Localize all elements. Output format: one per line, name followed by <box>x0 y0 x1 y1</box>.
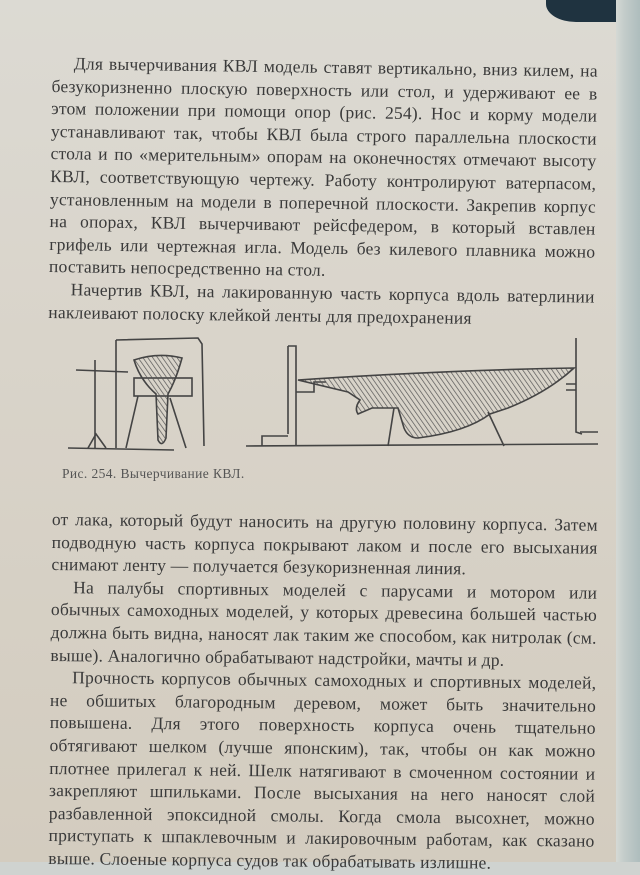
figure-drawing <box>68 328 608 462</box>
front-view-icon <box>68 338 204 450</box>
text-block-bottom <box>48 508 598 875</box>
paragraph: Для вычерчивания КВЛ модель ставят вертикально, вниз килем, на безукоризненно плоскую поверхность или стол, и удерживают ее в этом положении при помощи опор (рис. 254). Нос и корму модели устанавливают так, чтобы КВЛ была строго параллельна плоскости стола и по «мерительным» опорам на оконечностях отмечают высоту КВЛ, соответствующую чертежу. Работу контролируют ватерпасом, установленным на модели в поперечной плоскости. Закрепив корпус на опорах, КВЛ вычерчивают рейсфедером, в который вставлен грифель или чертежная игла. Модель без килевого плавника можно поставить непосредственно на стол. <box>48 53 598 281</box>
paragraph: На палубы спортивных моделей с парусами и мотором или обычных самоходных моделей, у которых древесина большей частью должна быть видна, наносят лак таким же способом, как нитролак (см. выше). Аналогично обрабатывают надстройки, мачты и др. <box>50 577 598 670</box>
paragraph: Прочность корпусов обычных самоходных и спортивных моделей, не обшитых благородным деревом, может быть значительно повышена. Для этого поверхность корпуса очень тщательно обтягивают шелком (лучше японским), так, чтобы он как можно плотнее прилегал к ней. Шелк натягивают в смоченном состоянии и закрепляют шпильками. После высыхания на него наносят слой разбавленной эпоксидной смолы. Когда смола высохнет, можно приступать к шпаклевочным и лакировочным работам, как сказано выше. Слоеные корпуса судов так обрабатывать излишне. <box>48 667 597 873</box>
figure-caption: Рис. 254. Вычерчивание КВЛ. <box>62 466 245 481</box>
book-fore-edge <box>614 0 640 862</box>
side-view-icon <box>246 338 598 446</box>
paragraph: от лака, который будут наносить на другую половину корпуса. Затем подводную часть корпуса покрывают лаком и после его высыхания снимают ленту — получается безукоризненная линия. <box>51 508 598 579</box>
text-block-top <box>48 52 598 331</box>
book-cover-corner <box>546 0 616 22</box>
paragraph: Начертив КВЛ, на лакированную часть корпуса вдоль ватерлинии наклеивают полоску клейкой ленты для предохранения <box>48 279 595 328</box>
